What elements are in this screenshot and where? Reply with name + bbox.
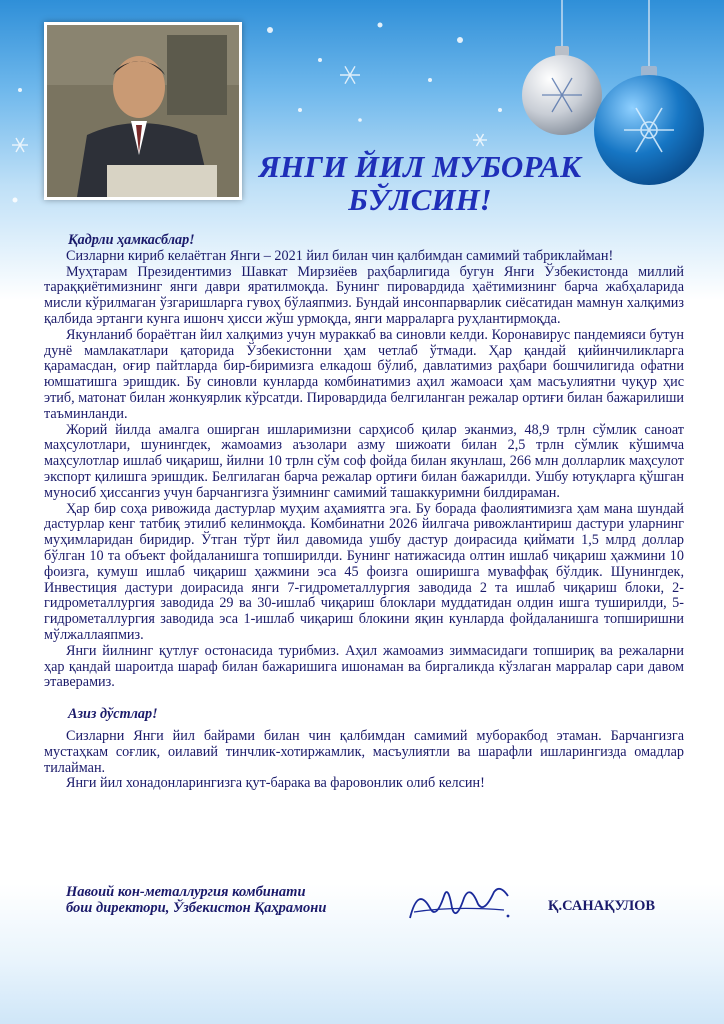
director-photo (44, 22, 242, 200)
friends-greeting: Азиз дўстлар! (68, 706, 158, 723)
signature-scribble (404, 878, 514, 928)
snowflake-icon (13, 198, 18, 203)
paragraph: Якунланиб бораётган йил халқимиз учун мураккаб ва синовли келди. Коронавирус пандемияси бутун дунё мамлакатлари қаторида Ўзбекистонни ҳам четлаб ўтмади. Ҳар қандай қийинчиликларга қарамасдан, оғир пайтларда бир-биримизга елкадош бўлиб, давлатимиз раҳбари бошчилигида офатни юмшатишга эришдик. Бу синовли кунларда комбинатимиз аҳил жамоаси ҳам масъулиятни чуқур ҳис этиб, матонат билан жонкуярлик кўрсатди. Пировардида белгиланган режалар ортиғи билан бажарилиши таъминланди. (44, 326, 684, 422)
closing-paragraph: Сизларни Янги йил байрами билан чин қалбимдан самимий муборакбод этаман. Барчангизга мустаҳкам соғлик, оилавий тинчлик-хотиржамлик, масъулиятли ва шарафли ишларингизда омадлар тилайман. (44, 727, 684, 776)
snowflake-icon (12, 138, 28, 152)
snowflake-icon (378, 23, 383, 28)
snowflake-icon (318, 58, 322, 62)
signature-block (66, 884, 706, 944)
signatory-title (66, 884, 326, 916)
paragraph: Янги йилнинг қутлуғ остонасида турибмиз. Аҳил жамоамиз зиммасидаги топшириқ ва режаларни ҳар қандай шароитда шараф билан бажаришига ишонаман ва биргаликда кўзлаган марралар сари давом этаверамиз. (44, 642, 684, 691)
title-line-2: БЎЛСИН! (348, 182, 492, 217)
page-title (230, 150, 610, 216)
christmas-ornament-icon (522, 46, 602, 135)
paragraph: Жорий йилда амалга оширган ишларимизни сарҳисоб қилар эканмиз, 48,9 трлн сўмлик саноат маҳсулотлари, шунингдек, жамоамиз аъзолари азму шижоати билан 2,5 трлн сўмлик кўшимча маҳсулотлар ишлаб чиқариш, йилни 10 трлн сўм соф фойда билан якунлаш, 266 млн долларлик маҳсулот экспорт қилишга эришдик. Белгилаган барча режалар ортиғи билан бажарилди. Ушбу ютуқларга қўшган муносиб ҳиссангиз учун барчангизга ўзимнинг самимий ташаккуримни билдираман. (44, 421, 684, 501)
closing-paragraph: Янги йил хонадонларингизга қут-барака ва фаровонлик олиб келсин! (66, 775, 485, 792)
signatory-name: Қ.САНАҚУЛОВ (548, 898, 656, 914)
signatory-position: бош директори, Ўзбекистон Қаҳрамони (66, 900, 327, 916)
signatory-org: Навоий кон-металлургия комбинати (66, 884, 306, 900)
paragraph: Муҳтарам Президентимиз Шавкат Мирзиёев раҳбарлигида бугун Янги Ўзбекистонда миллий тараққиётимизнинг янги даври яратилмоқда. Бунинг пировардида ҳаётимизнинг барча жабҳаларида мисли кўрилмаган ўзгаришларга гувоҳ бўлаяпмиз. Бундай инсонпарварлик сиёсатидан мамнун халқимиз қалбида эртанги кунга ишонч ҳисси жўш урмоқда, янги марраларга руҳлантирмоқда. (44, 263, 684, 327)
paragraph: Сизларни кириб келаётган Янги – 2021 йил билан чин қалбимдан самимий табриклайман! (66, 247, 614, 264)
snowflake-icon (267, 27, 273, 33)
paragraph: Ҳар бир соҳа ривожида дастурлар муҳим аҳамиятга эга. Бу борада фаолиятимизга ҳам мана шундай дастурлар кенг татбиқ этилиб келинмоқда. Комбинатни 2026 йилгача ривожлантириш дастури уларнинг муҳимларидан биридир. Ўтган тўрт йил давомида ушбу дастур доирасида қиймати 1,5 млрд доллар бўлган 10 та объект фойдаланишга топширилди. Бунинг натижасида олтин ишлаб чиқариш ҳажмини 10 фоизга, кумуш ишлаб чиқариш ҳажмини эса 45 фоизга оширишга муваффақ бўлдик. Шунингдек, Инвестиция дастури доирасида янги 7-гидрометаллургия заводида 2 та ишлаб чиқариш блоки, 2-гидрометаллургия заводида 29 ва 30-ишлаб чиқариш блоклари муддатидан олдин ишга туширилди, 5-гидрометаллургия заводида эса 1-ишлаб чиқариш блокини яқин кунларда фойдаланишга топширишни мўлжаллаяпмиз. (44, 500, 684, 643)
snowflake-icon (340, 66, 360, 83)
greeting: Қадрли ҳамкасблар! (68, 232, 195, 248)
christmas-ornament-icon (594, 66, 704, 185)
snowflake-icon (18, 88, 22, 92)
title-line-1: ЯНГИ ЙИЛ МУБОРАК (258, 149, 582, 184)
snowflake-icon (457, 37, 463, 43)
snowflake-icon (358, 118, 362, 122)
snowflake-icon (298, 108, 302, 112)
letter-body (44, 233, 684, 792)
snowflake-icon (428, 78, 432, 82)
